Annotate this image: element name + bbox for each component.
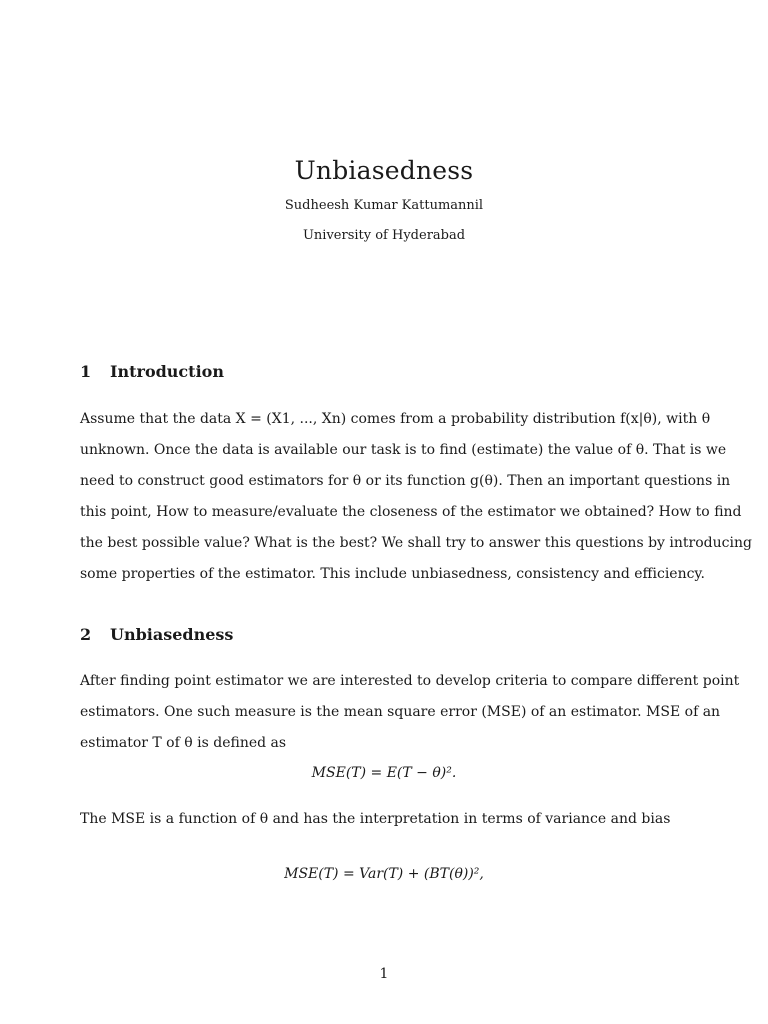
- paragraph-line: some properties of the estimator. This include unbiasedness, consistency and efficiency.: [80, 566, 705, 582]
- unbiasedness-paragraph: [80, 666, 740, 759]
- equation-mse-decomposition: MSE(T) = Var(T) + (BT(θ))²,: [284, 866, 484, 882]
- paragraph-line: The MSE is a function of θ and has the interpretation in terms of variance and bias: [80, 811, 671, 827]
- paragraph-line: unknown. Once the data is available our task is to find (estimate) the value of θ. That is we: [80, 442, 727, 458]
- paragraph-line: the best possible value? What is the best? We shall try to answer this questions by introducing: [80, 535, 752, 551]
- section-number: 2: [80, 625, 92, 644]
- paragraph-line: need to construct good estimators for θ or its function g(θ). Then an important questions in: [80, 473, 731, 489]
- section-title: Unbiasedness: [110, 625, 234, 644]
- section-number: 1: [80, 362, 92, 381]
- page-number: 1: [379, 966, 389, 982]
- section-heading-introduction: [80, 362, 224, 381]
- paragraph-line: this point, How to measure/evaluate the closeness of the estimator we obtained? How to find: [80, 504, 742, 520]
- equation-mse-definition: MSE(T) = E(T − θ)².: [311, 765, 457, 781]
- mse-interpretation-paragraph: [80, 804, 688, 835]
- paragraph-line: estimators. One such measure is the mean square error (MSE) of an estimator. MSE of an: [80, 704, 721, 720]
- paper-title: Unbiasedness: [294, 156, 474, 185]
- introduction-paragraph: [80, 404, 752, 590]
- section-heading-unbiasedness: [80, 625, 233, 644]
- paragraph-line: estimator T of θ is defined as: [80, 735, 287, 751]
- paragraph-line: After finding point estimator we are interested to develop criteria to compare different point: [80, 673, 740, 689]
- paragraph-line: Assume that the data X = (X1, ..., Xn) comes from a probability distribution f(x|θ), with θ: [80, 411, 711, 427]
- author-name: Sudheesh Kumar Kattumannil: [284, 198, 484, 213]
- section-title: Introduction: [110, 362, 224, 381]
- author-affiliation: University of Hyderabad: [302, 228, 466, 243]
